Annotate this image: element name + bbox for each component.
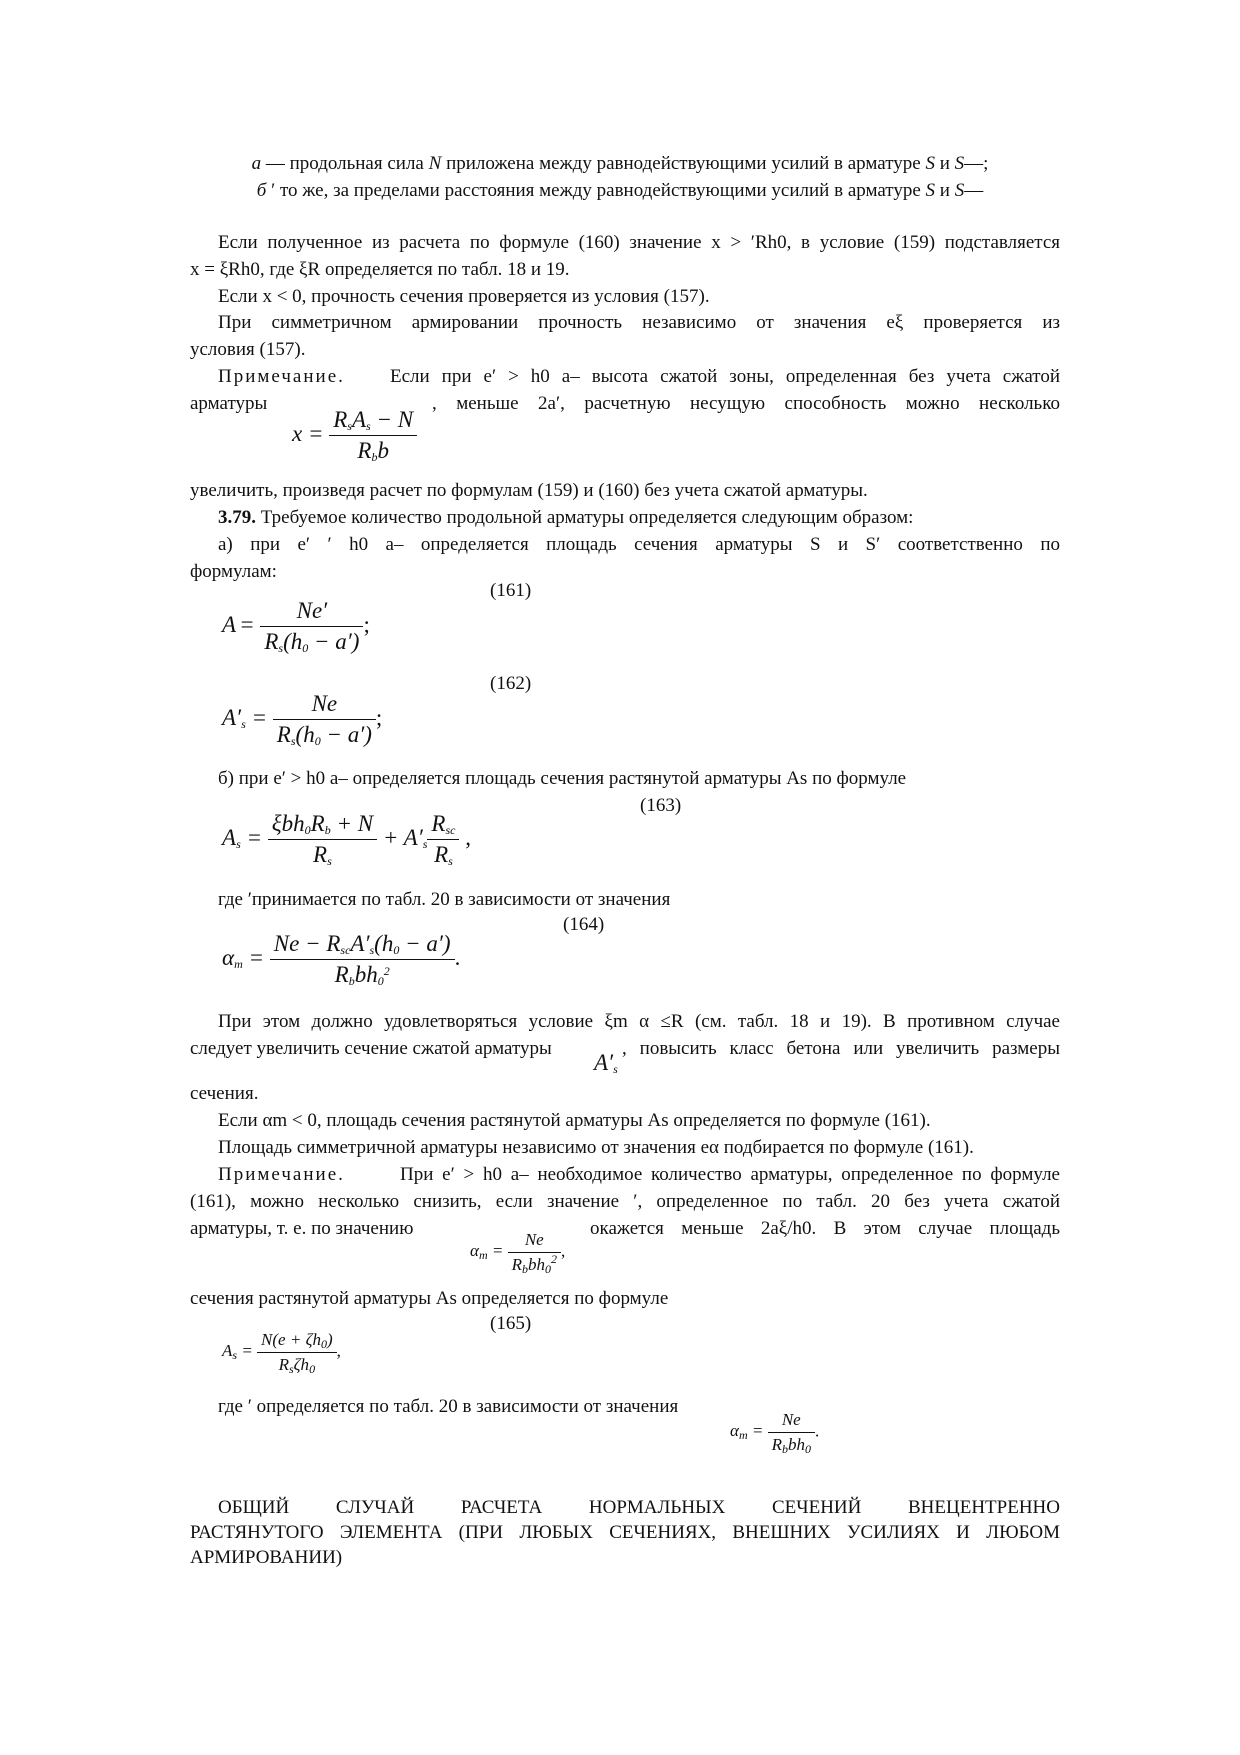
paragraph-line: При этом должно удовлетворяться условие ξm α ≤R (см. табл. 18 и 19). В противном случае xyxy=(218,1011,1060,1032)
caption-line-a: а — продольная сила N приложена между равнодействующими усилий в арматуре S и S—; xyxy=(251,153,989,174)
paragraph-line: следует увеличить сечение сжатой арматуры xyxy=(190,1038,552,1059)
paragraph-line: б) при e′ > h0 a– определяется площадь сечения растянутой арматуры As по формуле xyxy=(218,768,907,789)
section-heading: ОБЩИЙ СЛУЧАЙ РАСЧЕТА НОРМАЛЬНЫХ СЕЧЕНИЙ ВНЕЦЕНТРЕННО xyxy=(218,1497,1060,1518)
formula-x: x = $\frac{R_sA_s - N}{R_bb}$ xyxy=(292,407,417,464)
paragraph-line: а) при e′ ′ h0 a– определяется площадь сечения арматуры S и S′ соответственно по xyxy=(218,534,1060,555)
paragraph-line: условия (157). xyxy=(190,339,306,360)
caption-mark-a: а xyxy=(251,153,262,174)
caption-line-b: б ′ то же, за пределами расстояния между равнодействующими усилий в арматуре S и S— xyxy=(256,180,984,201)
formula-as-prime: $A'_s$ xyxy=(594,1050,618,1076)
equation-number: (162) xyxy=(490,673,532,694)
formula-161: A = $\frac{Ne'}{R_s(h_0 - a')}$ ; xyxy=(222,598,370,655)
paragraph-line: формулам: xyxy=(190,561,277,582)
paragraph-line: При симметричном армировании прочность независимо от значения eξ проверяется из xyxy=(218,312,1060,333)
paragraph-line: окажется меньше 2aξ/h0. В этом случае площадь xyxy=(590,1218,1060,1239)
formula-am-final: $\alpha_m$ = $\frac{Ne}{R_bbh_0}$ . xyxy=(730,1410,820,1456)
equation-number: (163) xyxy=(640,795,682,816)
section-heading: АРМИРОВАНИИ) xyxy=(190,1547,343,1568)
paragraph-line: Если при e′ > h0 a– высота сжатой зоны, определенная без учета сжатой xyxy=(390,366,1060,387)
formula-162: $A'_s$ = $\frac{Ne}{R_s(h_0 - a')}$ ; xyxy=(222,691,383,748)
equation-number: (161) xyxy=(490,580,532,601)
paragraph-line: , повысить класс бетона или увеличить размеры xyxy=(622,1038,1060,1059)
section-heading: РАСТЯНУТОГО ЭЛЕМЕНТА (ПРИ ЛЮБЫХ СЕЧЕНИЯХ, ВНЕШНИХ УСИЛИЯХ И ЛЮБОМ xyxy=(190,1522,1060,1543)
paragraph-line: арматуры xyxy=(190,393,268,414)
paragraph-line: арматуры, т. е. по значению xyxy=(190,1218,414,1239)
paragraph-line: Площадь симметричной арматуры независимо от значения eα подбирается по формуле (161). xyxy=(218,1137,974,1158)
formula-164: $\alpha_m$ = $\frac{Ne - R_{sc}A'_s(h_0 - a')}{R_bbh_0^2}$ . xyxy=(222,931,461,988)
formula-am-note: $\alpha_m$ = $\frac{Ne}{R_bbh_0^2}$ , xyxy=(470,1230,566,1276)
paragraph-line: где ′ определяется по табл. 20 в зависимости от значения xyxy=(218,1396,679,1417)
section-3-79: 3.79. Требуемое количество продольной арматуры определяется следующим образом: xyxy=(218,507,914,528)
paragraph-line: Если αm < 0, площадь сечения растянутой арматуры As определяется по формуле (161). xyxy=(218,1110,931,1131)
paragraph-line: сечения. xyxy=(190,1083,259,1104)
formula-165: $A_s$ = $\frac{N(e + \zeta h_0)}{R_s\zeta h_0}$ , xyxy=(222,1330,341,1376)
formula-163: $A_s$ = $\frac{\xi bh_0R_b + N}{R_s}$ + $A'_s$ $\frac{R_{sc}}{R_s}$ , xyxy=(222,811,471,868)
note-label: Примечание. xyxy=(218,366,345,387)
equation-number: (165) xyxy=(490,1313,532,1334)
paragraph-line: Если полученное из расчета по формуле (160) значение x > ′Rh0, в условие (159) подставляется xyxy=(218,232,1060,253)
paragraph-line: (161), можно несколько снизить, если значение ′, определенное по табл. 20 без учета сжатой xyxy=(190,1191,1060,1212)
paragraph-line: где ′принимается по табл. 20 в зависимости от значения xyxy=(218,889,671,910)
caption-mark-b: б xyxy=(256,180,267,201)
paragraph-line: сечения растянутой арматуры As определяется по формуле xyxy=(190,1288,669,1309)
note-label: Примечание. xyxy=(218,1164,345,1185)
paragraph-line: При e′ > h0 a– необходимое количество арматуры, определенное по формуле xyxy=(400,1164,1060,1185)
equation-number: (164) xyxy=(563,914,605,935)
paragraph-line: x = ξRh0, где ξR определяется по табл. 18 и 19. xyxy=(190,259,570,280)
paragraph-line: Если x < 0, прочность сечения проверяется из условия (157). xyxy=(218,286,710,307)
paragraph-line: , меньше 2a′, расчетную несущую способность можно несколько xyxy=(432,393,1060,414)
paragraph-line: увеличить, произведя расчет по формулам (159) и (160) без учета сжатой арматуры. xyxy=(190,480,868,501)
